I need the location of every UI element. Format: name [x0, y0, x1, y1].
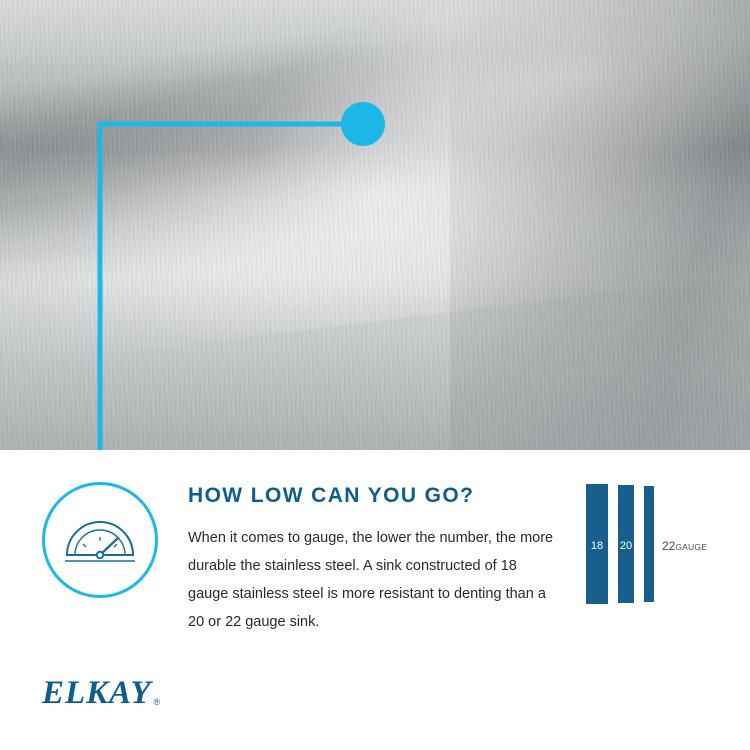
gauge-bar-label-18: 18 — [590, 540, 604, 552]
gauge-bars-graphic — [586, 484, 716, 604]
gauge-caption-number: 22 — [662, 539, 676, 553]
gauge-bar-22 — [644, 486, 654, 602]
body-copy: When it comes to gauge, the lower the number, the more durable the stainless steel. A sink constructed of 18 gauge stainless steel is more resistant to denting than a 20 or 22 gauge sink. — [188, 530, 554, 630]
headline: HOW LOW CAN YOU GO? — [188, 484, 475, 507]
gauge-badge — [42, 482, 158, 598]
elkay-trademark-symbol: ® — [153, 697, 161, 707]
elkay-logo — [42, 676, 160, 710]
gauge-bar-caption — [662, 539, 707, 553]
text-block — [188, 484, 558, 636]
gauge-bar-label-20: 20 — [619, 540, 633, 552]
gauge-caption-word: GAUGE — [675, 542, 708, 552]
elkay-logo-text: ELKAY — [42, 675, 152, 711]
gauge-meter-icon — [63, 511, 137, 569]
